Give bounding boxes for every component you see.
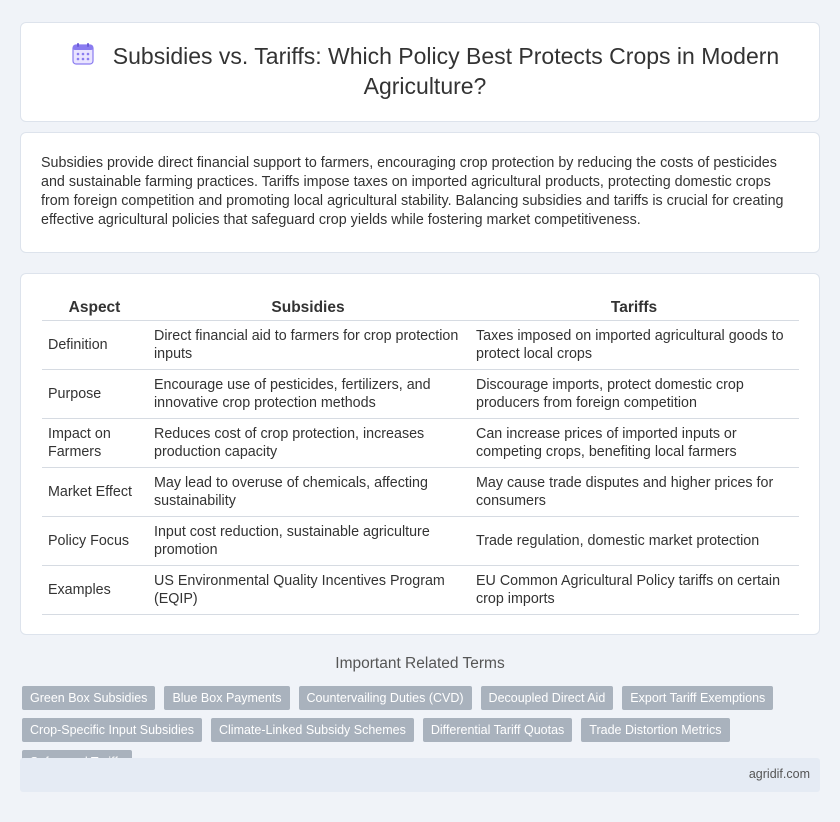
subsidies-cell: Direct financial aid to farmers for crop protection inputs — [147, 320, 469, 369]
page-title-wrap — [51, 41, 799, 101]
tariffs-cell: Taxes imposed on imported agricultural goods to protect local crops — [469, 320, 799, 369]
aspect-cell: Examples — [42, 565, 147, 614]
aspect-cell: Definition — [42, 320, 147, 369]
related-term-tag[interactable]: Crop-Specific Input Subsidies — [22, 718, 202, 742]
tariffs-cell: Can increase prices of imported inputs or competing crops, benefiting local farmers — [469, 418, 799, 467]
subsidies-cell: US Environmental Quality Incentives Program (EQIP) — [147, 565, 469, 614]
footer-bar — [20, 758, 820, 792]
tariffs-cell: Trade regulation, domestic market protection — [469, 516, 799, 565]
page-title: Subsidies vs. Tariffs: Which Policy Best Protects Crops in Modern Agriculture? — [112, 43, 780, 99]
aspect-cell: Policy Focus — [42, 516, 147, 565]
table-row — [42, 467, 799, 516]
table-row — [42, 369, 799, 418]
table-row — [42, 565, 799, 614]
title-card — [20, 22, 820, 122]
intro-paragraph: Subsidies provide direct financial support to farmers, encouraging crop protection by reducing the costs of pesticides and sustainable farming practices. Tariffs impose taxes on imported agricultural products, protecting domestic crops from foreign competition and promoting local agricultural stability. Balancing subsidies and tariffs is crucial for creating effective agricultural policies that safeguard crop yields while fostering market competitiveness. — [41, 155, 784, 228]
subsidies-cell: Input cost reduction, sustainable agriculture promotion — [147, 516, 469, 565]
related-term-tag[interactable]: Blue Box Payments — [164, 686, 289, 710]
table-row — [42, 516, 799, 565]
header-tariffs: Tariffs — [469, 294, 799, 320]
related-term-tag[interactable]: Differential Tariff Quotas — [423, 718, 572, 742]
comparison-table — [42, 294, 799, 615]
related-terms-title: Important Related Terms — [335, 655, 505, 672]
related-term-tag[interactable]: Export Tariff Exemptions — [622, 686, 773, 710]
aspect-cell: Market Effect — [42, 467, 147, 516]
related-term-tag[interactable]: Countervailing Duties (CVD) — [299, 686, 472, 710]
subsidies-cell: Encourage use of pesticides, fertilizers, and innovative crop protection methods — [147, 369, 469, 418]
calendar-icon — [71, 42, 95, 66]
tariffs-cell: Discourage imports, protect domestic crop producers from foreign competition — [469, 369, 799, 418]
tariffs-cell: EU Common Agricultural Policy tariffs on certain crop imports — [469, 565, 799, 614]
subsidies-cell: May lead to overuse of chemicals, affecting sustainability — [147, 467, 469, 516]
table-row — [42, 320, 799, 369]
related-term-tag[interactable]: Decoupled Direct Aid — [481, 686, 614, 710]
header-aspect: Aspect — [42, 294, 147, 320]
tariffs-cell: May cause trade disputes and higher prices for consumers — [469, 467, 799, 516]
subsidies-cell: Reduces cost of crop protection, increases production capacity — [147, 418, 469, 467]
footer-site-link[interactable]: agridif.com — [748, 767, 810, 781]
related-term-tag[interactable]: Green Box Subsidies — [22, 686, 155, 710]
header-subsidies: Subsidies — [147, 294, 469, 320]
related-term-tag[interactable]: Climate-Linked Subsidy Schemes — [211, 718, 414, 742]
table-row — [42, 418, 799, 467]
comparison-table-card — [20, 273, 820, 635]
related-term-tag[interactable]: Trade Distortion Metrics — [581, 718, 729, 742]
aspect-cell: Purpose — [42, 369, 147, 418]
intro-card — [20, 132, 820, 253]
table-header-row — [42, 294, 799, 320]
aspect-cell: Impact on Farmers — [42, 418, 147, 467]
